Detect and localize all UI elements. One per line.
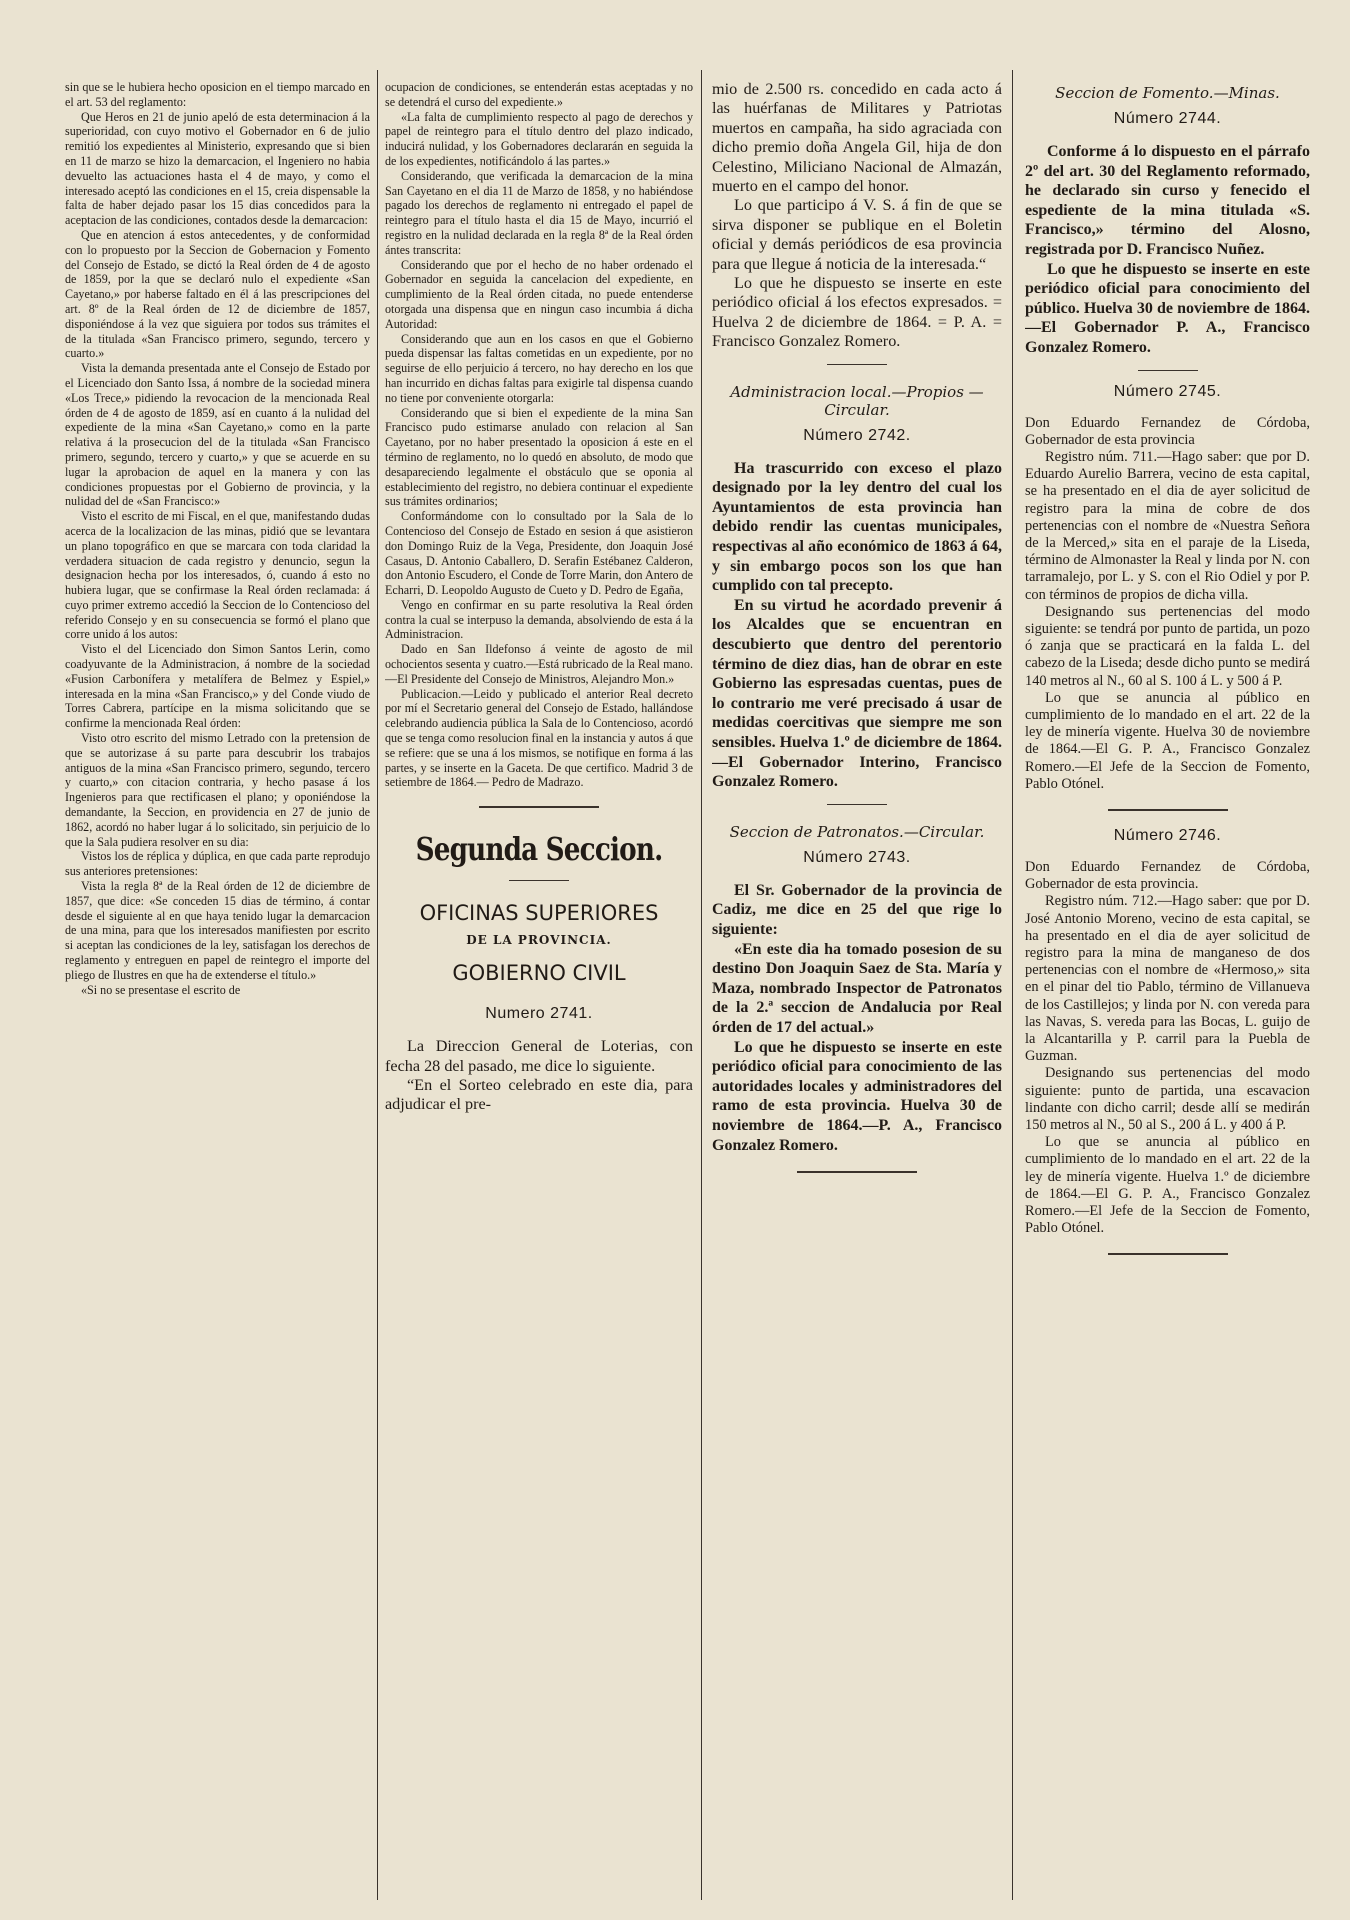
divider (1138, 370, 1198, 371)
notice-number: Numero 2741. (485, 1005, 593, 1023)
paragraph: Que Heros en 21 de junio apeló de esta determinacion á la superioridad, con cuyo motivo el Gobernador en 6 de julio remitió los expedientes al Ministerio, expresando que si bien en 11 de marzo se hizo la demarcacion, el Ingeniero no habia devuelto las actuaciones hasta el 4 de mayo, y como el interesado aceptó las condiciones en el 15, creia dispensable la falta de haber dejado pasar los 15 dias concedidos para la aceptacion de las condiciones, contados desde la demarcacion: (65, 109, 370, 228)
paragraph: Lo que he dispuesto se inserte en este periódico oficial para conocimiento del público. Huelva 30 de noviembre de 1864.—El Gobernador P. A., Francisco Gonzalez Romero. (1025, 260, 1310, 356)
divider (1108, 809, 1228, 811)
notice-2741-continuation (712, 80, 1002, 352)
notice-2746 (1025, 859, 1310, 1237)
paragraph: Lo que he dispuesto se inserte en este periódico oficial á los efectos expresados. = Huelva 2 de diciembre de 1864. = P. A. = Francisco Gonzalez Romero. (712, 274, 1002, 351)
paragraph: Considerando, que verificada la demarcacion de la mina San Cayetano en el dia 11 de Marzo de 1858, y no habiéndose pagado los derechos de reglamento ni entregado el papel de reintegro para el título hasta el dia 15 de Mayo, incurrió el registro en la nulidad declarada en la regla 8ª de la Real órden ántes transcrita: (385, 168, 693, 257)
paragraph: Don Eduardo Fernandez de Córdoba, Gobernador de esta provincia (1025, 414, 1310, 448)
paragraph: Vengo en confirmar en su parte resolutiva la Real órden contra la cual se interpuso la demanda, absolviendo de esta á la Administracion. (385, 597, 693, 642)
paragraph: Visto el escrito de mi Fiscal, en el que, manifestando dudas acerca de la localizacion de las minas, pidió que se levantara un plano topográfico en que se marcara con toda claridad la verdadera situacion de cada registro y denuncio, segun la designacion hecha por los interesados, ó, cuando á esto no hubiera lugar, que se confirmase la Real órden reclamada: á cuyo primer extremo accedió la Seccion de lo Contencioso del referido Consejo y en su consecuencia se formó el plano que corre unido á los autos: (65, 509, 370, 642)
paragraph: Considerando que por el hecho de no haber ordenado el Gobernador en seguida la cancelacion del expediente, en cumplimiento de la Real órden citada, no puede entenderse otorgada una dispensa que en ningun caso incumbia á dicha Autoridad: (385, 257, 693, 331)
column-2 (385, 80, 693, 1115)
notice-number: Número 2743. (803, 848, 911, 866)
paragraph: Lo que he dispuesto se inserte en este periódico oficial para conocimiento de las autoridades locales y administradores del ramo de esta provincia. Huelva 30 de noviembre de 1864.—P. A., Francisco Gonzalez Romero. (712, 1038, 1002, 1154)
paragraph: Registro núm. 712.—Hago saber: que por D. José Antonio Moreno, vecino de esta capital, se ha presentado en el dia de ayer solicitud de registro para la mina de manganeso de dos pertenencias con el nombre de «Hermoso,» sita en el pinar del tio Pablo, término de Villanueva de los Castillejos; y linda por N. con vereda para las Navas, S. vereda para las Bocas, L. guijo de la Alcantarilla y P. carril para la Puebla de Guzman. (1025, 893, 1310, 1065)
paragraph: «La falta de cumplimiento respecto al pago de derechos y papel de reintegro para el título dentro del plazo indicado, inducirá nulidad, y los Gobernadores declararán en seguida la de los expedientes, notificándolo á las partes.» (385, 109, 693, 168)
notice-2742 (712, 459, 1002, 792)
offices-heading: OFICINAS SUPERIORES (419, 901, 659, 926)
province-heading: DE LA PROVINCIA. (466, 933, 612, 948)
real-decreto-continuation (385, 80, 693, 790)
notice-number: Número 2746. (1113, 827, 1222, 844)
paragraph: Designando sus pertenencias del modo siguiente: punto de partida, una escavacion lindante con dicho carril; desde allí se medirán 150 metros al N., 50 al S., 200 á L. y 400 á P. (1025, 1065, 1310, 1134)
column-rule (701, 70, 702, 1900)
divider (797, 1171, 917, 1173)
column-1 (65, 80, 370, 997)
paragraph: Registro núm. 711.—Hago saber: que por D. Eduardo Aurelio Barrera, vecino de esta capital, se ha presentado en el dia de ayer solicitud de registro para la mina de cobre de dos pertenencias con el nombre de «Nuestra Señora de la Merced,» sita en el paraje de la Liseda, término de Almonaster la Real y linda por N. con tarramalejo, por L. y S. con el Rio Odiel y por P. con términos de propios de dicha villa. (1025, 448, 1310, 603)
paragraph: Conforme á lo dispuesto en el párrafo 2º del art. 30 del Reglamento reformado, he declarado sin curso y fenecido el espediente de la mina titulada «S. Francisco,» término del Alosno, registrada por D. Francisco Nuñez. (1025, 143, 1310, 258)
notice-heading: Administracion local.—Propios —Circular. (730, 382, 984, 419)
paragraph: ocupacion de condiciones, se entenderán estas aceptadas y no se detendrá el curso del expediente.» (385, 80, 693, 109)
paragraph: Designando sus pertenencias del modo siguiente: se tendrá por punto de partida, un pozo ó zanja que se practicará en la falda L. del cabezo de la Liseda; desde dicho punto se medirá 140 metros al N., 60 al S. 100 á L. y 500 á P. (1025, 603, 1310, 689)
notice-2741 (385, 1037, 693, 1115)
column-4 (1025, 84, 1310, 1271)
notice-number: Número 2744. (1113, 110, 1222, 127)
divider (479, 806, 599, 808)
paragraph: mio de 2.500 rs. concedido en cada acto á las huérfanas de Militares y Patriotas muertos en campaña, ha sido agraciada con dicho premio doña Angela Gil, hija de don Celestino, Miliciano Nacional de Almazán, muerto en el campo del honor. (712, 80, 1002, 196)
paragraph: Don Eduardo Fernandez de Córdoba, Gobernador de esta provincia. (1025, 859, 1310, 893)
paragraph: Vistos los de réplica y dúplica, en que cada parte reprodujo sus anteriores pretensiones: (65, 849, 370, 879)
notice-heading: Seccion de Patronatos.—Circular. (729, 822, 985, 841)
divider (1108, 1253, 1228, 1255)
paragraph: Dado en San Ildefonso á veinte de agosto de mil ochocientos sesenta y cuatro.—Está rubricado de la Real mano.—El Presidente del Consejo de Ministros, Alejandro Mon.» (385, 642, 693, 686)
paragraph: “En el Sorteo celebrado en este dia, para adjudicar el pre- (385, 1076, 693, 1114)
paragraph: Ha trascurrido con exceso el plazo designado por la ley dentro del cual los Ayuntamientos de esta provincia han debido rendir las cuentas municipales, respectivas al año económico de 1863 á 64, y sin embargo pocos son los que han cumplido con tal precepto. (712, 459, 1002, 595)
paragraph: Que en atencion á estos antecedentes, y de conformidad con lo propuesto por la Seccion de Gobernacion y Fomento del Consejo de Estado, se dictó la Real órden de 4 de agosto de 1859, por la que se declaró nulo el expediente «San Cayetano,» por haberse faltado en él á las prescripciones del art. 8º de la Real órden de 12 de diciembre de 1857, disponiéndose á la vez que siguiera por todos sus trámites el de la titulada «San Francisco primero, segundo, tercero y cuarto.» (65, 227, 370, 361)
divider (509, 880, 569, 881)
paragraph: Vista la regla 8ª de la Real órden de 12 de diciembre de 1857, que dice: «Se conceden 15 dias de término, á contar desde el siguiente al en que haya tenido lugar la demarcacion de una mina, para que los interesados manifiesten por escrito si aceptan las condiciones de la ley, satisfagan los derechos de reglamento y entreguen en papel de reintegro el importe del pliego de Ilustres en que ha de extenderse el título.» (65, 879, 370, 982)
paragraph: Lo que se anuncia al público en cumplimiento de lo mandado en el art. 22 de la ley de minería vigente. Huelva 30 de noviembre de 1864.—El G. P. A., Francisco Gonzalez Romero.—El Jefe de la Seccion de Fomento, Pablo Otónel. (1025, 689, 1310, 792)
paragraph: El Sr. Gobernador de la provincia de Cadiz, me dice en 25 del que rige lo siguiente: (712, 881, 1002, 938)
paragraph: Conformándome con lo consultado por la Sala de lo Contencioso del Consejo de Estado en sesion á que asistieron don Domingo Ruiz de la Vega, Presidente, don Joaquin José Casaus, D. Antonio Caballero, D. Serafin Estébanez Calderon, don Antonio Escudero, el Conde de Torre Marin, don Antero de Echarri, D. Leopoldo Augusto de Cueto y D. Pedro de Egaña, (385, 509, 693, 598)
section-heading: Segunda Seccion. (415, 830, 663, 869)
column-rule (1012, 70, 1013, 1900)
column-3 (712, 80, 1002, 1189)
paragraph: Vista la demanda presentada ante el Consejo de Estado por el Licenciado don Santo Issa, á nombre de la sociedad minera «Los Trece,» pidiendo la revocacion de la mencionada Real órden de 4 de agosto de 1859, así en cuanto á la nulidad del expediente de la mina «San Cayetano,» como en la parte relativa á la prosecucion del de la titulada «San Francisco primero, segundo, tercero y cuarto,» y que se acuerde en su lugar la aprobacion de aquel en la manera y con las condiciones propuestas por el Gobierno de provincia, y la nulidad del de «San Francisco:» (65, 361, 370, 509)
paragraph: Lo que se anuncia al público en cumplimiento de lo mandado en el art. 22 de la ley de minería vigente. Huelva 1.º de diciembre de 1864.—El G. P. A., Francisco Gonzalez Romero.—El Jefe de la Seccion de Fomento, Pablo Otónel. (1025, 1134, 1310, 1237)
paragraph: Lo que participo á V. S. á fin de que se sirva disponer se publique en el Boletin oficial y demás periódicos de esa provincia para que llegue á noticia de la interesada.“ (712, 196, 1002, 273)
paragraph: Considerando que si bien el expediente de la mina San Francisco pudo estimarse anulado con relacion al San Cayetano, por no haber presentado la oposicion á este en el término de reglamento, no lo quedó en absoluto, de modo que desapareciendo legalmente el obstáculo que se oponia al establecimiento del registro, no debiera continuar el expediente sus trámites ordinarios; (385, 405, 693, 509)
divider (827, 804, 887, 805)
notice-number: Número 2742. (803, 426, 911, 444)
column-rule (377, 70, 378, 1900)
paragraph: Considerando que aun en los casos en que el Gobierno pueda dispensar las faltas cometidas en un expediente, por no seguirse de ello perjuicio á tercero, no hay derecho en los que han incurrido en dichas faltas para exigirle tal dispensa cuando no tiene por conveniente otorgarla: (385, 331, 693, 405)
paragraph: sin que se le hubiera hecho oposicion en el tiempo marcado en el art. 53 del reglamento: (65, 80, 370, 109)
paragraph: Visto otro escrito del mismo Letrado con la pretension de que se autorizase á su parte para descubrir los trabajos antiguos de la mina «San Francisco primero, segundo, tercero y cuarto,» con citacion contraria, y hecho pasase á los Ingenieros para que rectificasen el plano; y oponiéndose la demandante, la Seccion, en providencia en 27 de junio de 1862, acordó no haber lugar á lo solicitado, sin perjuicio de lo que la Sala pudiera resolver en su dia: (65, 731, 370, 849)
gobierno-civil-heading: GOBIERNO CIVIL (452, 961, 626, 986)
notice-number: Número 2745. (1113, 382, 1222, 400)
paragraph: «En este dia ha tomado posesion de su destino Don Joaquin Saez de Sta. María y Maza, nombrado Inspector de Patronatos de la 2.ª seccion de Andalucia por Real órden de 17 del actual.» (712, 940, 1002, 1036)
divider (827, 364, 887, 365)
notice-heading: Seccion de Fomento.—Minas. (1055, 84, 1280, 102)
paragraph: La Direccion General de Loterias, con fecha 28 del pasado, me dice lo siguiente. (385, 1037, 693, 1075)
paragraph: En su virtud he acordado prevenir á los Alcaldes que se encuentran en descubierto que dentro del perentorio término de diez dias, han de obrar en este Gobierno las espresadas cuentas, pues de lo contrario me veré precisado á usar de medidas coercitivas que siempre me son sensibles. Huelva 1.º de diciembre de 1864.—El Gobernador Interino, Francisco Gonzalez Romero. (712, 596, 1002, 791)
notice-2743 (712, 881, 1002, 1155)
paragraph: Publicacion.—Leido y publicado el anterior Real decreto por mí el Secretario general del Consejo de Estado, hallándose celebrando audiencia pública la Sala de lo Contencioso, acordó que se tenga como resolucion final en la instancia y autos á que se refiere: que se una á los mismos, se notifique en forma á las partes, y se inserte en la Gaceta. De que certifico. Madrid 3 de setiembre de 1864.— Pedro de Madrazo. (385, 686, 693, 790)
notice-2744 (1025, 142, 1310, 358)
paragraph: «Si no se presentase el escrito de (81, 982, 241, 997)
paragraph: Visto el del Licenciado don Simon Santos Lerin, como coadyuvante de la Administracion, á nombre de la sociedad «Fusion Carbonífera y metalífera de Belmez y Espiel,» interesada en la mina «San Francisco,» y del Conde viudo de Torres Cabrera, partícipe en la misma solicitando que se confirme la mencionada Real órden: (65, 642, 370, 731)
notice-2745 (1025, 415, 1310, 793)
